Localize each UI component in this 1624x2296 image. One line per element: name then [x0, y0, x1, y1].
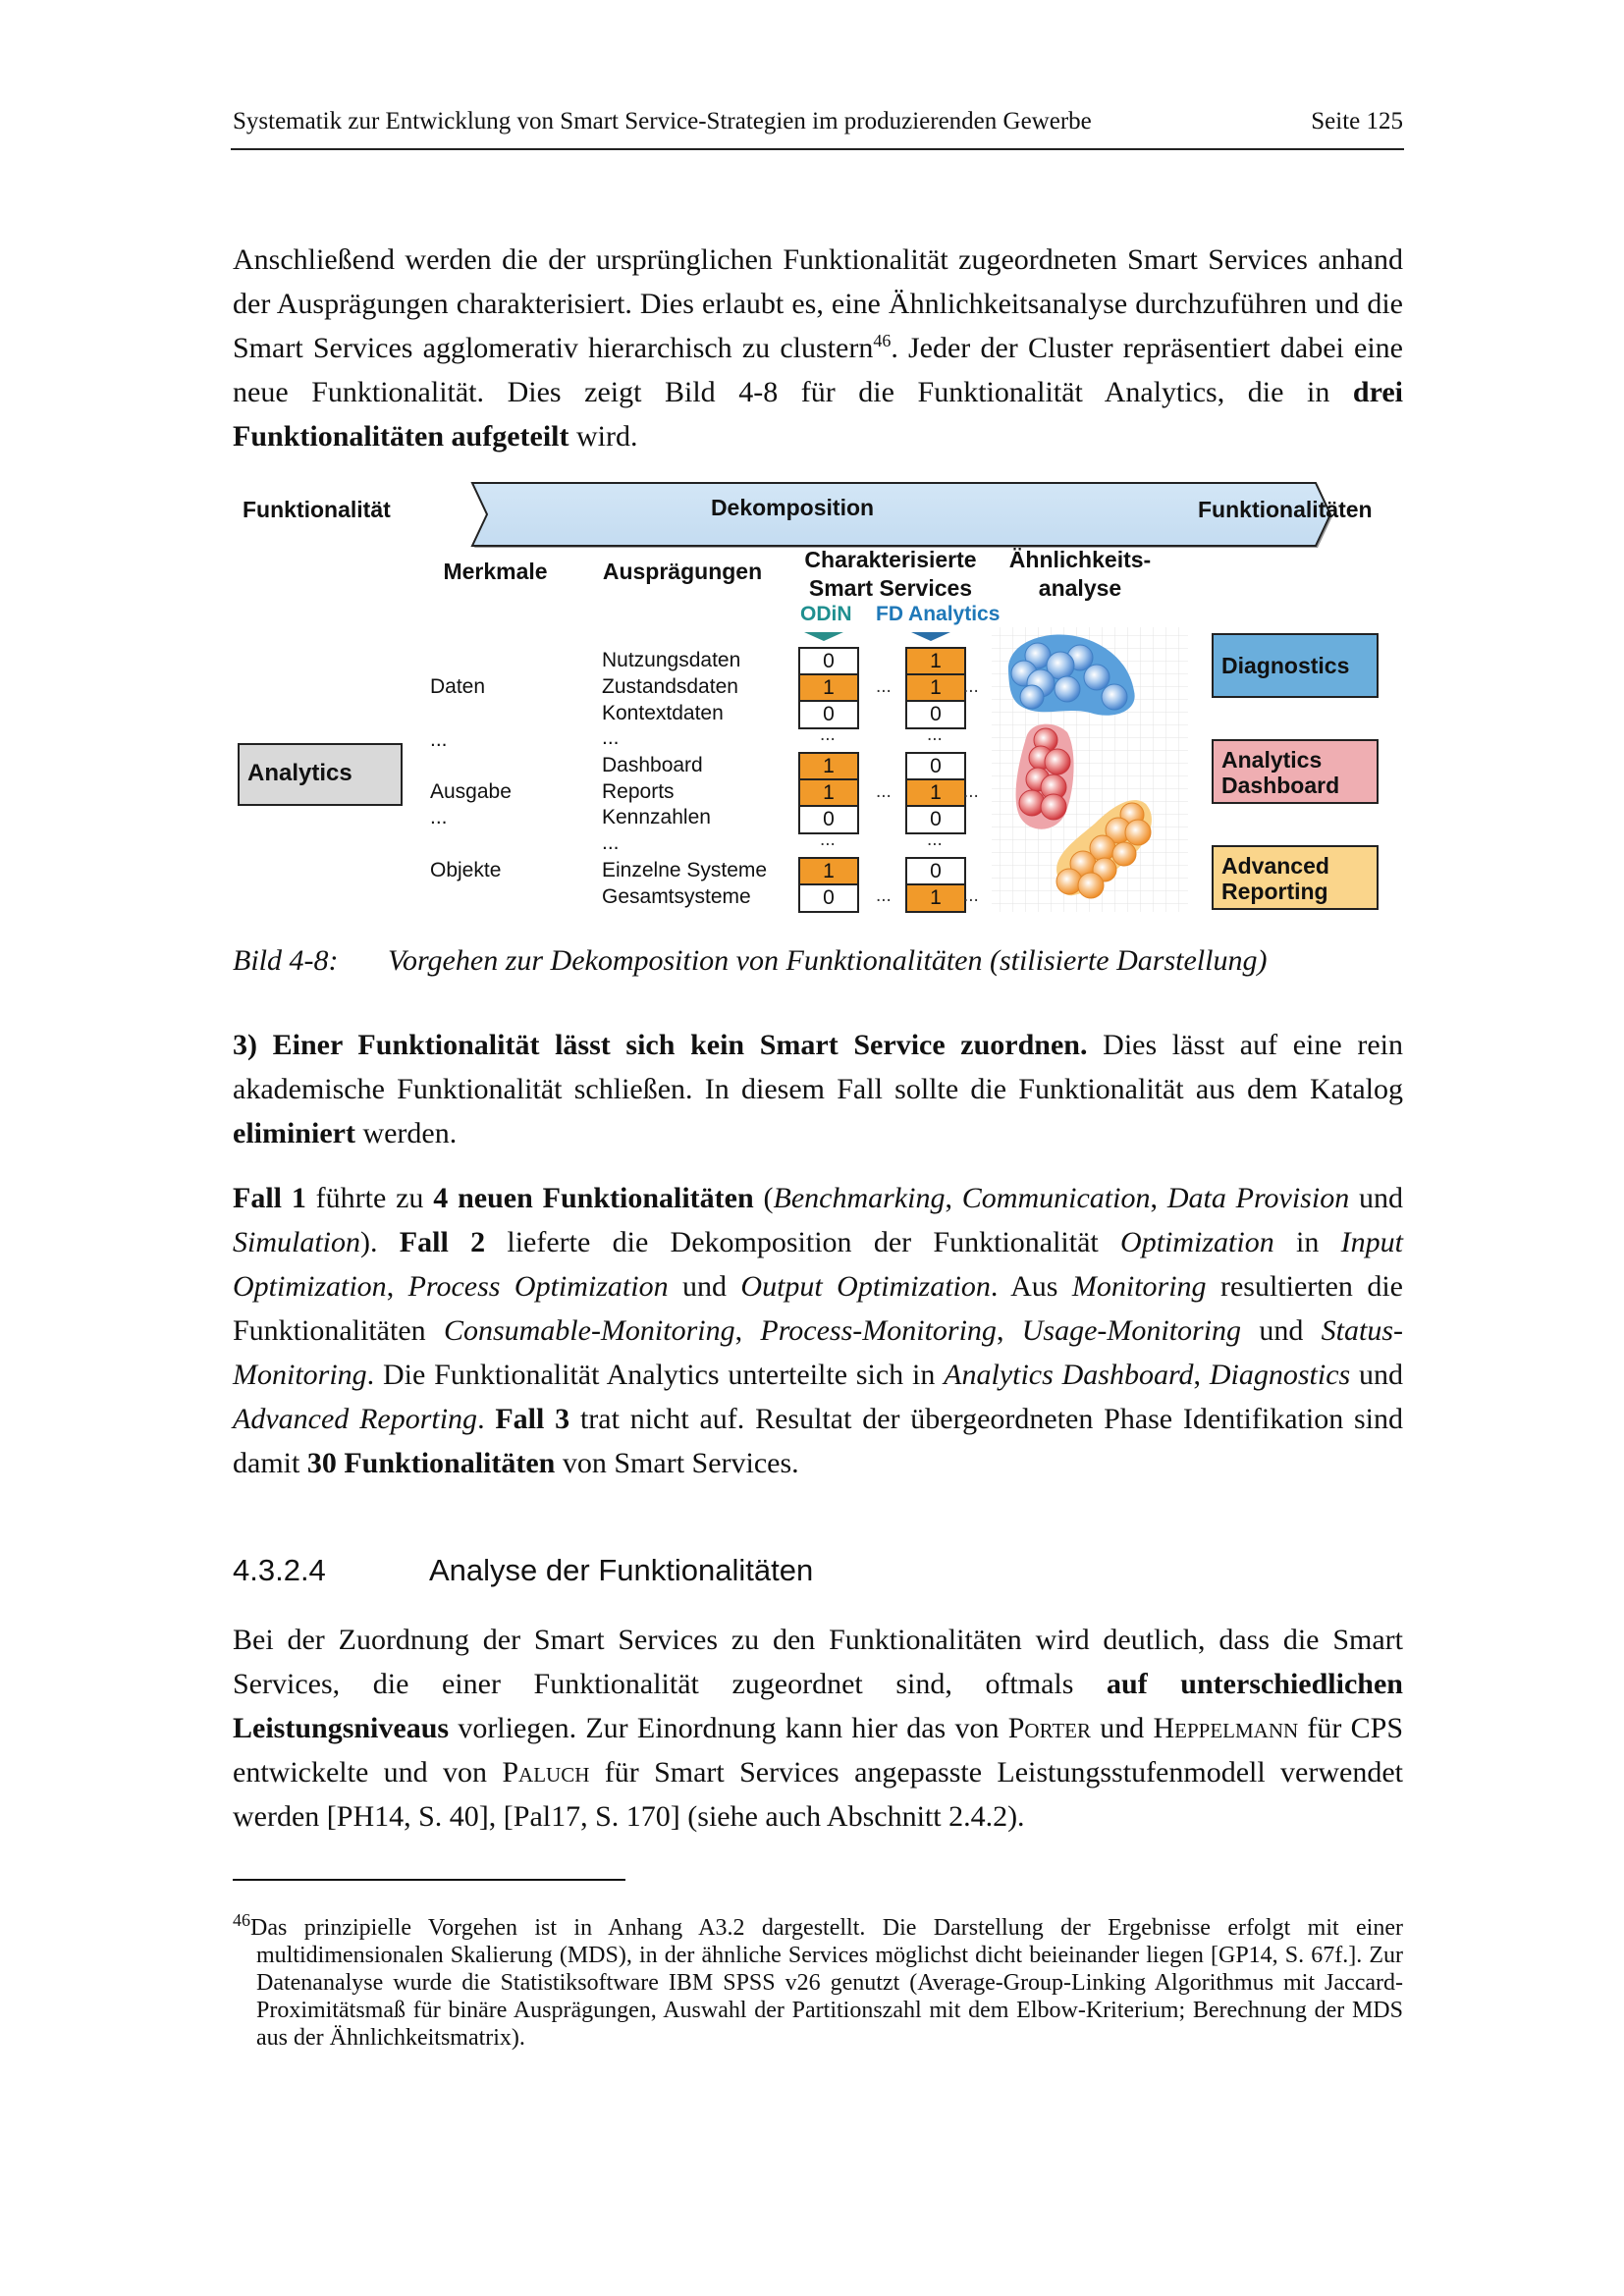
running-header-title: Systematik zur Entwicklung von Smart Service-Strategien im produzierenden Gewerbe [233, 108, 1092, 134]
bold-text: eliminiert [233, 1117, 355, 1149]
text-span: , [1150, 1182, 1167, 1214]
bold-text: auf unterschiedlichen Leistungsniveaus [233, 1668, 1403, 1744]
text-span: . Aus [990, 1270, 1072, 1303]
text-span: trat nicht auf. Resultat der übergeordneten Phase Identifikation sind damit [233, 1403, 1404, 1479]
section-title: Analyse der Funktionalitäten [429, 1553, 814, 1587]
bold-text: 3) Einer Funktionalität lässt sich kein Smart Service zuordnen. [233, 1029, 1088, 1061]
text-span: Dies lässt auf eine rein akademische Funktionalität schließen. In diesem Fall sollte die Funktionalität aus dem Katalog [233, 1029, 1403, 1105]
text-span: und [1350, 1359, 1404, 1391]
footnote-46 [233, 1910, 1403, 2052]
text-span: resultierten die Funktionalitäten [233, 1270, 1403, 1347]
output-function-advanced-reporting [1212, 845, 1379, 910]
fd-cell: 0 [905, 752, 966, 781]
italic-term: Process Optimization [407, 1270, 669, 1303]
footnote-text: Das prinzipielle Vorgehen ist in Anhang A3.2 dargestellt. Die Darstellung der Ergebnisse erfolgt mit einer multidimensionalen Skalierung (MDS), in der ähnliche Services möglichst dicht beieinander liegen [GP14, S. 67f.]. Zur Datenanalyse wurde die Statistiksoftware IBM SPSS v26 genutzt (Average-Group-Linking Algorithmus mit Jaccard-Proximitätsmaß für binäre Ausprägungen, Auswahl der Partitionszahl mit dem Elbow-Kriterium; Berechnung der MDS aus der Ähnlichkeitsmatrix). [250, 1915, 1403, 2051]
footnote-reference[interactable]: 46 [873, 331, 892, 350]
fd-cell: 1 [905, 883, 966, 913]
text-span: für Smart Services angepasste Leistungsstufenmodell verwendet werden [PH14, S. 40], [Pal17, S. 170] (siehe auch Abschnitt 2.4.2). [233, 1756, 1403, 1833]
text-span: ). [360, 1226, 400, 1258]
section-number: 4.3.2.4 [233, 1553, 326, 1587]
output-function-diagnostics: Diagnostics [1212, 633, 1379, 698]
column-header-aehnlichkeitsanalyse [1001, 546, 1159, 603]
odin-cell: 1 [798, 778, 859, 808]
auspraegung: Reports [602, 780, 675, 803]
header-line: Smart Services [808, 575, 973, 601]
ellipsis: ... [820, 724, 836, 745]
ellipsis: ... [927, 829, 943, 850]
italic-term: Status-Monitoring [233, 1314, 1403, 1391]
box-line: Dashboard [1221, 773, 1340, 798]
box-line: Analytics [1221, 747, 1323, 773]
italic-term: Optimization [1120, 1226, 1274, 1258]
triangle-down-icon [911, 632, 950, 641]
auspraegung: Dashboard [602, 754, 703, 776]
fd-cell: 0 [905, 805, 966, 834]
text-span: vorliegen. Zur Einordnung kann hier das von [449, 1712, 1008, 1744]
italic-term: Diagnostics [1209, 1359, 1351, 1391]
paragraph-results [233, 1176, 1403, 1485]
source-label-fd-analytics: FD Analytics [876, 603, 1001, 625]
text-span: lieferte die Dekomposition der Funktionalität [485, 1226, 1121, 1258]
bold-text: Fall 1 [233, 1182, 306, 1214]
column-header-auspraegungen: Ausprägungen [602, 559, 763, 584]
text-span: Bei der Zuordnung der Smart Services zu den Funktionalitäten wird deutlich, dass die Smart Services, die einer Funktionalität zugeordnet sind, oftmals [233, 1624, 1403, 1700]
merkmal-ellipsis: ... [430, 728, 448, 751]
bold-text: Fall 3 [495, 1403, 570, 1435]
cluster-plot [987, 622, 1193, 917]
italic-term: Monitoring [1071, 1270, 1207, 1303]
italic-term: Simulation [233, 1226, 361, 1258]
bold-text: 4 neuen Funktionalitäten [433, 1182, 754, 1214]
text-span: Anschließend werden die der ursprünglichen Funktionalität zugeordneten Smart Services anhand der Ausprägungen charakterisiert. Dies erlaubt es, eine Ähnlichkeitsanalyse durchzuführen und die Smart Services agglomerativ hierarchisch zu clustern [233, 243, 1403, 364]
ellipsis: ... [876, 781, 892, 802]
ellipsis: ... [876, 885, 892, 906]
caption-number: Bild 4-8: [233, 944, 339, 977]
section-heading [233, 1553, 813, 1588]
fd-cell: 1 [905, 647, 966, 676]
auspraegung: Einzelne Systeme [602, 859, 768, 881]
header-line: Ähnlichkeits- [1008, 547, 1152, 572]
bold-text: Fall 2 [399, 1226, 486, 1258]
auspraegung: Nutzungsdaten [602, 649, 741, 671]
running-header [233, 108, 1403, 135]
column-header-charakterisiert [792, 546, 989, 603]
auspraegung: Kennzahlen [602, 806, 711, 828]
ellipsis: ... [927, 724, 943, 745]
auspraegung: Kontextdaten [602, 702, 724, 724]
author-name: Heppelmann [1153, 1712, 1299, 1744]
label-funktionalitaeten: Funktionalitäten [1198, 497, 1373, 522]
odin-cell: 0 [798, 805, 859, 834]
page-number: Seite 125 [1311, 108, 1403, 134]
auspraegung: Gesamtsysteme [602, 885, 751, 908]
bold-text: 30 Funktionalitäten [306, 1447, 556, 1479]
ellipsis: ... [820, 829, 836, 850]
fd-cell: 1 [905, 778, 966, 808]
header-divider [231, 148, 1404, 150]
footnote-number: 46 [233, 1910, 250, 1930]
header-line: analyse [1038, 575, 1122, 601]
merkmal-objekte: Objekte [430, 859, 502, 881]
ellipsis: ... [876, 676, 892, 697]
paragraph-case-3 [233, 1023, 1403, 1155]
figure-decomposition [233, 473, 1411, 925]
italic-term: Consumable-Monitoring [443, 1314, 735, 1347]
auspraegung-ellipsis: ... [602, 831, 620, 854]
text-span: und [1090, 1712, 1154, 1744]
box-line: Advanced [1221, 853, 1329, 879]
odin-cell: 0 [798, 883, 859, 913]
text-span: . [477, 1403, 496, 1435]
bold-text: drei Funktionalitäten aufgeteilt [233, 376, 1403, 453]
italic-term: Usage-Monitoring [1021, 1314, 1242, 1347]
auspraegung: Zustandsdaten [602, 675, 738, 698]
auspraegung-ellipsis: ... [602, 726, 620, 749]
triangle-down-icon [804, 632, 843, 641]
figure-caption [233, 944, 1267, 978]
text-span: für CPS entwickelte und von [233, 1712, 1403, 1789]
fd-cell: 0 [905, 700, 966, 729]
header-line: Charakterisierte [804, 547, 977, 572]
odin-cell: 1 [798, 673, 859, 703]
author-name: Paluch [502, 1756, 590, 1789]
text-span: führte zu [305, 1182, 434, 1214]
italic-term: Communication [961, 1182, 1151, 1214]
fd-cell: 1 [905, 673, 966, 703]
italic-term: Advanced Reporting [233, 1403, 478, 1435]
italic-term: Benchmarking [773, 1182, 946, 1214]
text-span: und [1241, 1314, 1322, 1347]
output-function-analytics-dashboard [1212, 739, 1379, 804]
text-span: . Jeder der Cluster repräsentiert dabei eine neue Funktionalität. Dies zeigt Bild 4-8 für die Funktionalität Analytics, die in [233, 332, 1403, 408]
merkmal-ellipsis: ... [430, 806, 448, 828]
text-span: und [668, 1270, 741, 1303]
text-span: , [945, 1182, 962, 1214]
fd-cell: 0 [905, 857, 966, 886]
paragraph-intro [233, 238, 1403, 458]
italic-term: Analytics Dashboard [944, 1359, 1194, 1391]
odin-cell: 1 [798, 752, 859, 781]
italic-term: Output Optimization [740, 1270, 991, 1303]
caption-text: Vorgehen zur Dekomposition von Funktionalitäten (stilisierte Darstellung) [388, 944, 1268, 977]
ellipsis: ... [963, 676, 979, 697]
italic-term: Process-Monitoring [760, 1314, 997, 1347]
column-header-merkmale: Merkmale [443, 559, 548, 584]
text-span: . Die Funktionalität Analytics unterteilte sich in [366, 1359, 945, 1391]
label-funktionalitaet: Funktionalität [243, 497, 391, 522]
italic-term: Data Provision [1166, 1182, 1350, 1214]
author-name: Porter [1007, 1712, 1091, 1744]
italic-term: Input Optimization [233, 1226, 1403, 1303]
ellipsis: ... [963, 781, 979, 802]
text-span: in [1273, 1226, 1341, 1258]
text-span: ( [753, 1182, 774, 1214]
footnote-divider [233, 1879, 625, 1881]
ellipsis: ... [963, 885, 979, 906]
text-span: , [1193, 1359, 1210, 1391]
odin-cell: 0 [798, 700, 859, 729]
paragraph-analysis [233, 1618, 1403, 1839]
text-span: , [734, 1314, 761, 1347]
text-span: , [996, 1314, 1022, 1347]
input-function-analytics: Analytics [238, 743, 403, 806]
text-span: werden. [354, 1117, 458, 1149]
odin-cell: 0 [798, 647, 859, 676]
arrow-label: Dekomposition [710, 495, 875, 520]
text-span: wird. [568, 420, 638, 453]
source-label-odin: ODiN [800, 603, 852, 625]
text-span: , [386, 1270, 408, 1303]
merkmal-ausgabe: Ausgabe [430, 780, 512, 803]
text-span: von Smart Services. [555, 1447, 799, 1479]
box-line: Reporting [1221, 879, 1328, 904]
text-span: und [1349, 1182, 1404, 1214]
odin-cell: 1 [798, 857, 859, 886]
merkmal-daten: Daten [430, 675, 486, 698]
